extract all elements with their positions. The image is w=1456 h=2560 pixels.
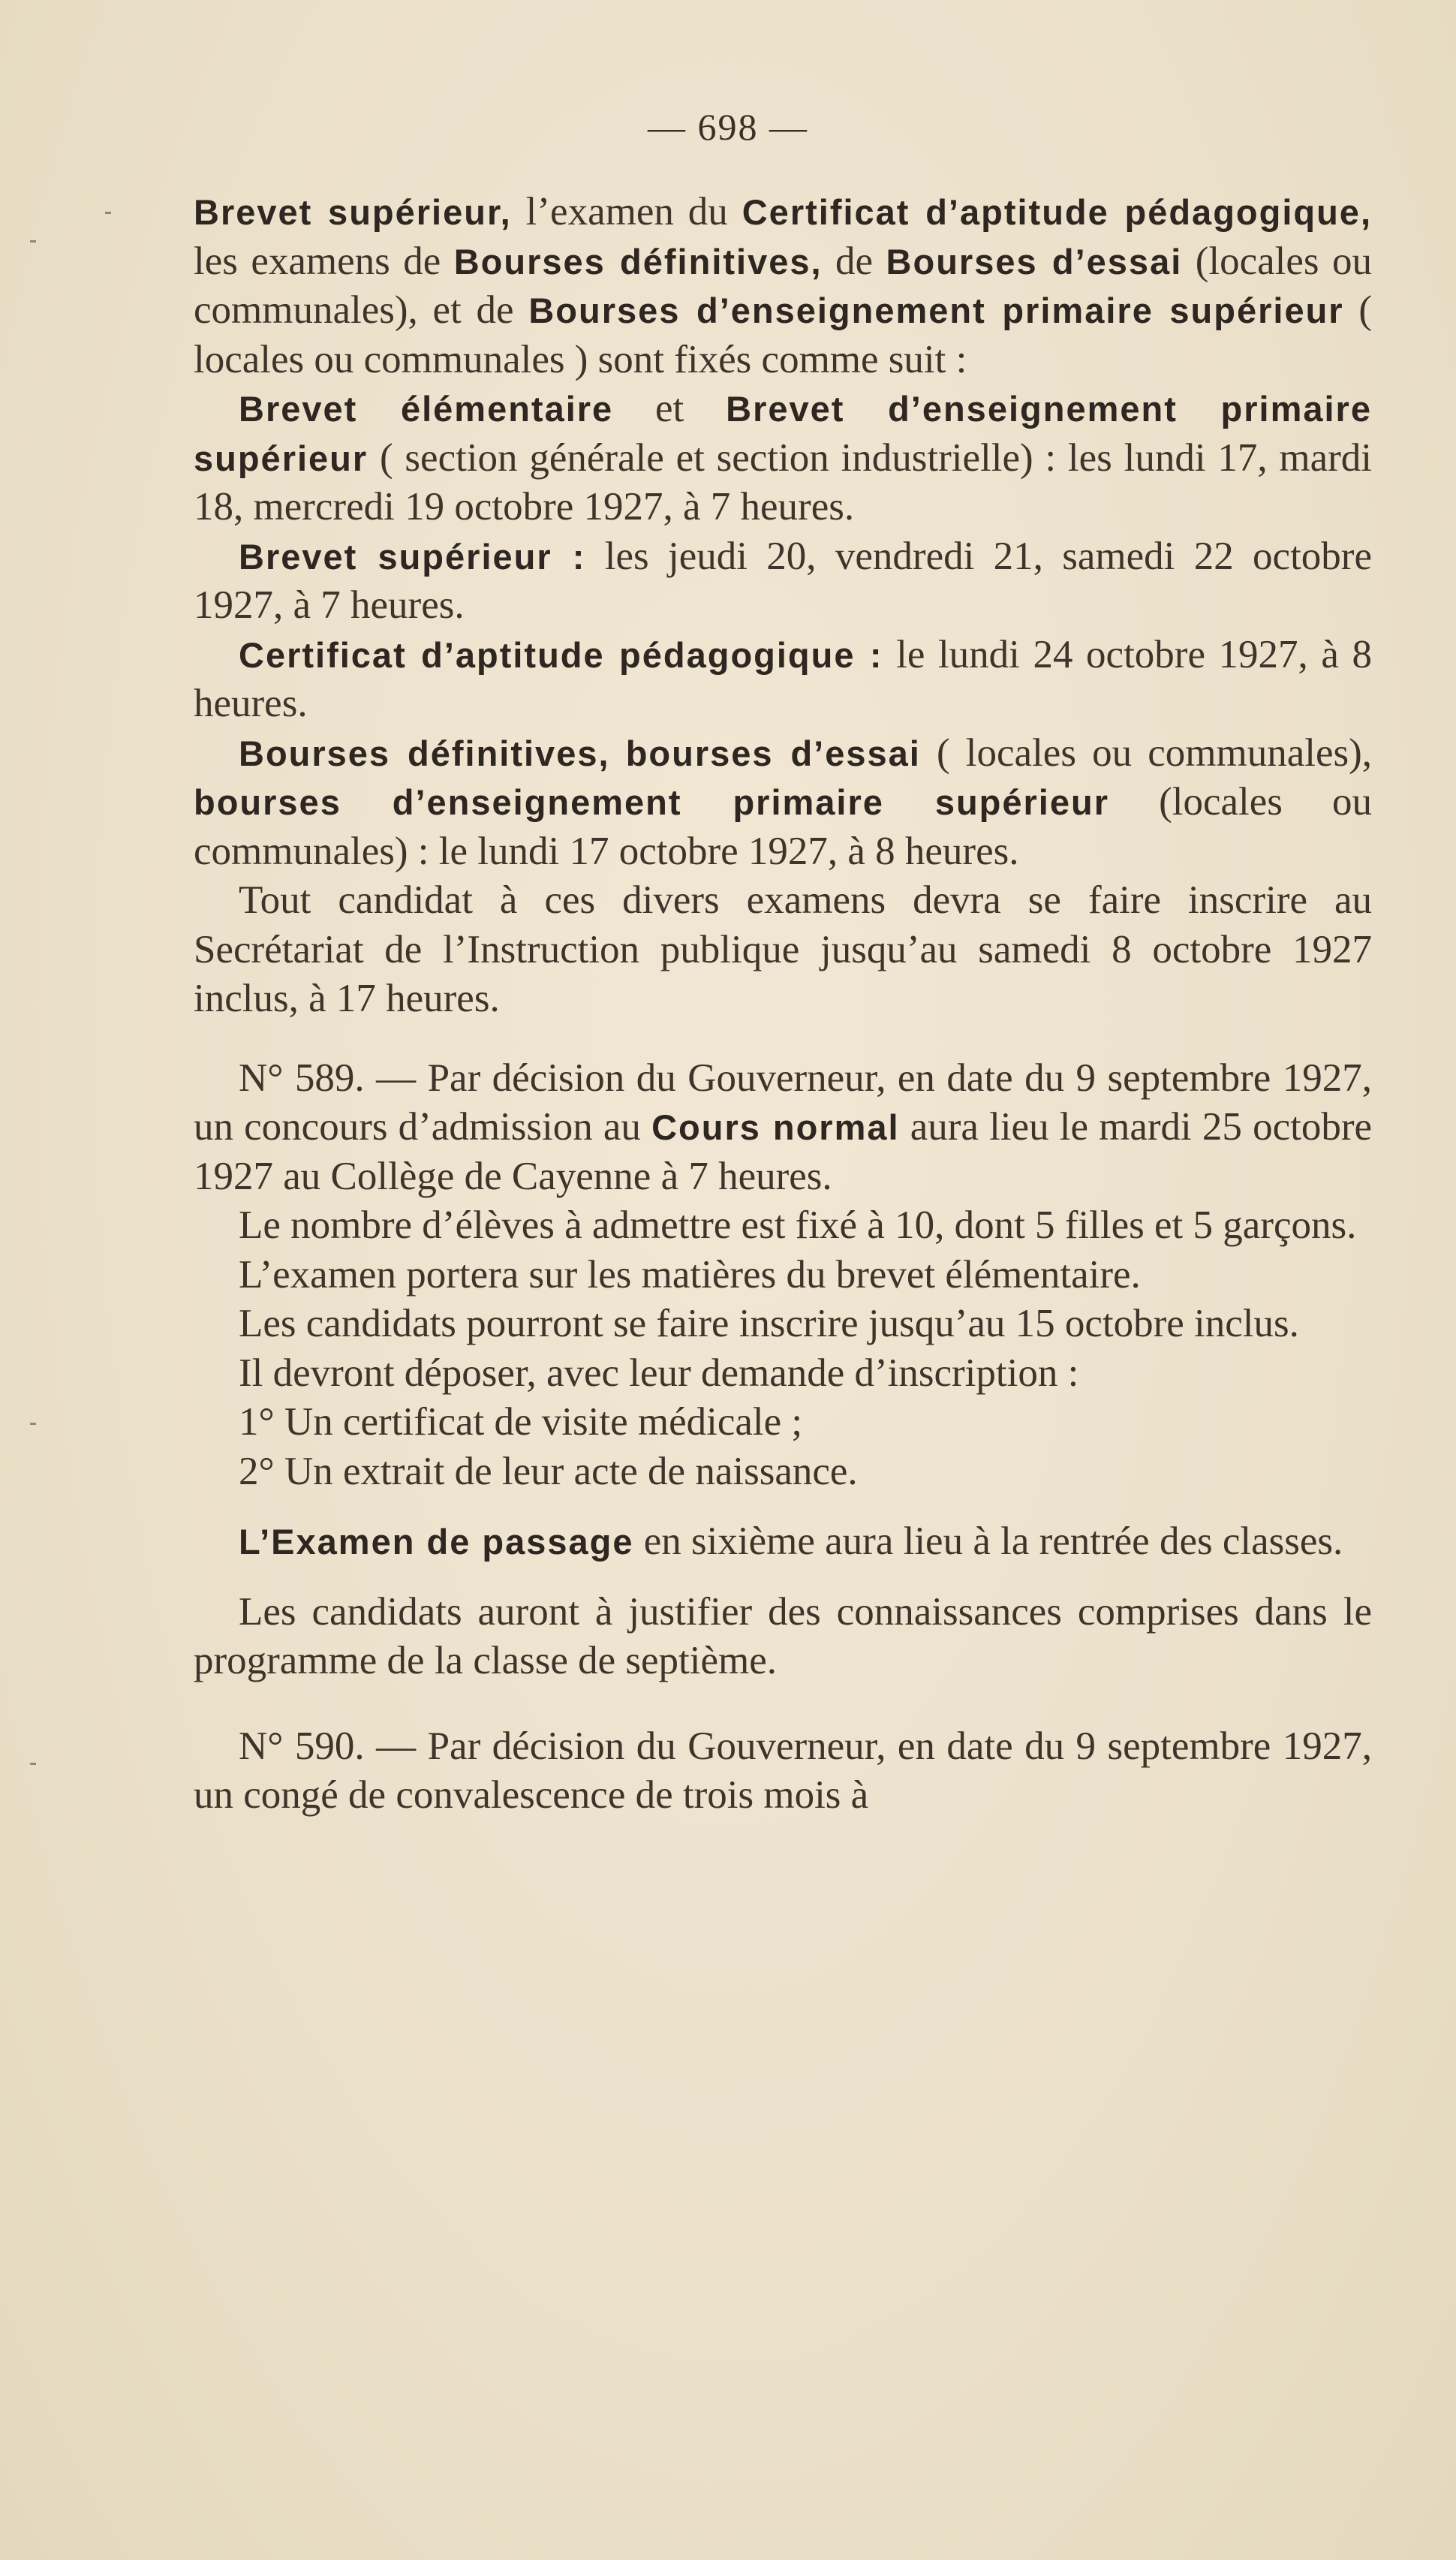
text-run: aura lieu le mardi 25 octobre 1927 au Collège de Cayenne à 7 heures. [194, 1105, 1373, 1198]
paragraph-inscription-date: Les candidats pourront se faire inscrire jusqu’au 15 octobre inclus. [239, 1302, 1299, 1345]
paragraph-brevet-superieur [194, 532, 1372, 631]
text-run: les examens de [194, 239, 454, 283]
margin-mark [30, 1763, 36, 1765]
paragraph-decision-590: N° 590. — Par décision du Gouverneur, en date du 9 septembre 1927, un congé de convalescence de trois mois à [194, 1724, 1372, 1817]
bold-term: Brevet d’enseignement primaire supérieur [194, 389, 1372, 478]
paragraph-certificat [194, 631, 1372, 729]
bold-term: Brevet supérieur, [194, 192, 512, 232]
text-run: (locales ou communales), et de [194, 239, 1373, 332]
text-run: de [822, 239, 886, 283]
bold-term: Brevet élémentaire [239, 389, 614, 429]
document-body [194, 188, 1372, 1821]
text-run: ( locales ou communales), [920, 730, 1372, 775]
bold-term: bourses d’enseignement primaire supérieur [194, 782, 1110, 822]
text-run: ( locales ou communales ) sont fixés comme suit : [194, 288, 1373, 381]
bold-term: Brevet supérieur : [239, 536, 586, 577]
bold-term: Cours normal [651, 1107, 900, 1147]
text-run: le lundi 24 octobre 1927, à 8 heures. [194, 632, 1372, 725]
paragraph-inscription: Tout candidat à ces divers examens devra se faire inscrire au Secrétariat de l’Instruction publique jusqu’au samedi 8 octobre 1927 inclus, à 17 heures. [194, 878, 1372, 1020]
bold-term: L’Examen de passage [239, 1522, 634, 1562]
bold-term: Certificat d’aptitude pédagogique, [742, 192, 1373, 232]
bold-term: Bourses définitives, [239, 733, 610, 773]
bold-term: bourses d’essai [625, 733, 921, 773]
bold-term: Certificat d’aptitude pédagogique : [239, 634, 883, 675]
text-run: et [613, 387, 726, 430]
list-item: 2° Un extrait de leur acte de naissance. [239, 1449, 858, 1493]
paragraph-brevet-elementaire [194, 384, 1372, 532]
paragraph-bourses [194, 729, 1372, 877]
text-run: les jeudi 20, vendredi 21, samedi 22 octobre 1927, à 7 heures. [194, 534, 1372, 627]
paragraph-decision-589 [194, 1054, 1372, 1202]
text-run [610, 731, 626, 775]
paragraph-pieces-intro: Il devront déposer, avec leur demande d’inscription : [239, 1351, 1079, 1395]
margin-mark [30, 1423, 36, 1425]
text-run: l’examen du [511, 190, 742, 233]
paragraph-nombre-eleves: Le nombre d’élèves à admettre est fixé à 10, dont 5 filles et 5 garçons. [239, 1203, 1357, 1247]
bold-term: Bourses d’essai [886, 241, 1183, 282]
paragraph-examen-passage [194, 1517, 1372, 1567]
bold-term: Bourses d’enseignement primaire supérieur [528, 291, 1344, 330]
paragraph-connaissances: Les candidats auront à justifier des connaissances comprises dans le programme de la classe de septième. [194, 1589, 1372, 1682]
bold-term: Bourses définitives, [453, 241, 823, 282]
margin-mark [30, 240, 36, 242]
page-number: — 698 — [648, 106, 808, 148]
paragraph-examen-matieres: L’examen portera sur les matières du brevet élémentaire. [239, 1252, 1141, 1297]
text-run: N° 589. — Par décision du Gouverneur, en date du 9 septembre 1927, un concours d’admission au [194, 1056, 1372, 1149]
text-run: ( section générale et section industrielle) : les lundi 17, mardi 18, mercredi 19 octobre 1927, à 7 heures. [194, 435, 1372, 529]
margin-mark [105, 212, 111, 214]
text-run: (locales ou communales) : le lundi 17 octobre 1927, à 8 heures. [194, 780, 1372, 873]
list-item: 1° Un certificat de visite médicale ; [239, 1400, 803, 1444]
text-run: en sixième aura lieu à la rentrée des classes. [633, 1519, 1343, 1563]
paragraph-exam-list-intro [194, 188, 1372, 384]
